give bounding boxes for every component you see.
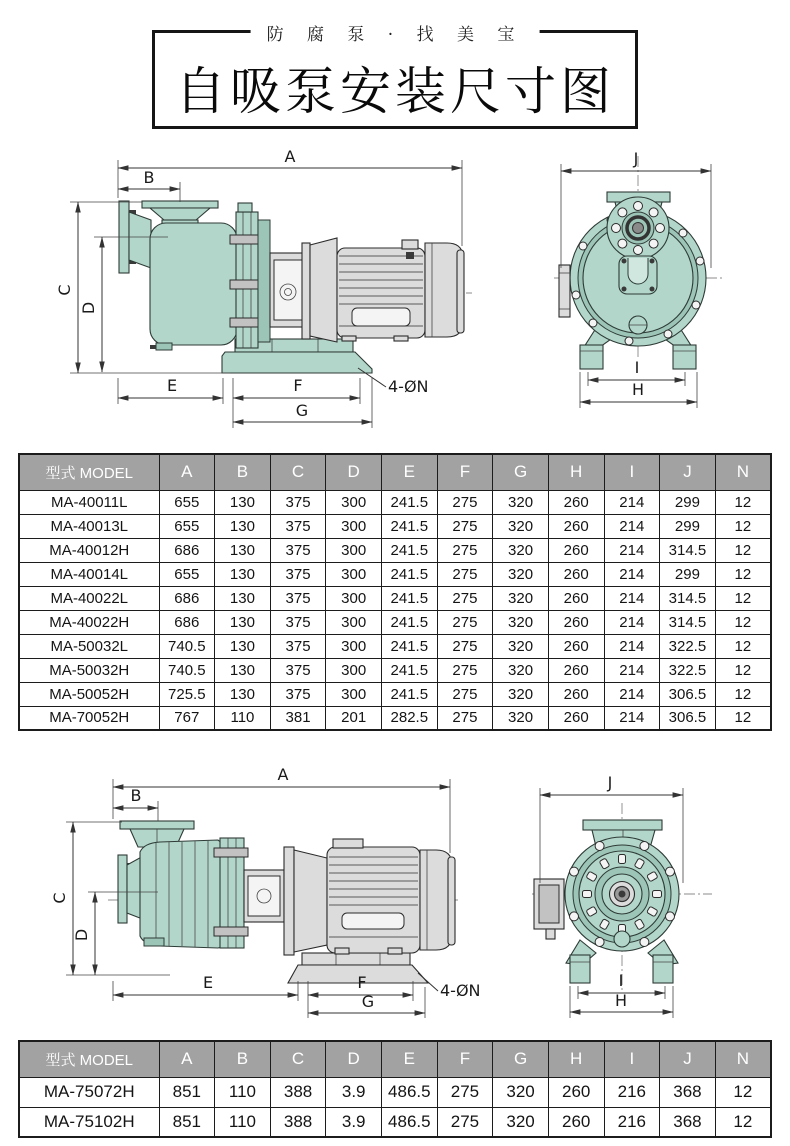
dimension-value-cell: 260 bbox=[548, 538, 604, 562]
dimension-value-cell: 214 bbox=[604, 682, 660, 706]
pump1f-inner-flange bbox=[619, 256, 657, 294]
pump2-dimension-E bbox=[113, 973, 298, 1001]
dimension-value-cell: 260 bbox=[548, 658, 604, 682]
dimension-value-cell: 241.5 bbox=[382, 586, 438, 610]
dimension-value-cell: 655 bbox=[159, 514, 215, 538]
dimension-value-cell: 320 bbox=[493, 562, 549, 586]
dimension-value-cell: 241.5 bbox=[382, 610, 438, 634]
pump1-cover-clamp bbox=[230, 203, 270, 348]
dimension-value-cell: 275 bbox=[437, 1077, 493, 1107]
col-header-dim-B: B bbox=[215, 1041, 271, 1077]
dimension-value-cell: 306.5 bbox=[660, 706, 716, 730]
table-row bbox=[19, 562, 771, 586]
col-header-dim-H: H bbox=[548, 454, 604, 490]
dimension-value-cell: 388 bbox=[270, 1077, 326, 1107]
dimension-value-cell: 241.5 bbox=[382, 658, 438, 682]
pump2-bearing-frame bbox=[244, 870, 284, 922]
dimension-value-cell: 320 bbox=[493, 682, 549, 706]
dimension-value-cell: 214 bbox=[604, 658, 660, 682]
dimension-value-cell: 260 bbox=[548, 514, 604, 538]
col-header-dim-H: H bbox=[548, 1041, 604, 1077]
dim-label-H: H bbox=[614, 991, 628, 1010]
dimension-value-cell: 201 bbox=[326, 706, 382, 730]
dimension-value-cell: 388 bbox=[270, 1107, 326, 1137]
dimension-value-cell: 260 bbox=[548, 1107, 604, 1137]
dimension-value-cell: 320 bbox=[493, 658, 549, 682]
dimension-value-cell: 241.5 bbox=[382, 514, 438, 538]
pump1f-drain-plug bbox=[629, 316, 647, 334]
col-header-dim-B: B bbox=[215, 454, 271, 490]
dimension-value-cell: 275 bbox=[437, 514, 493, 538]
dimension-value-cell: 851 bbox=[159, 1107, 215, 1137]
dim-label-C: C bbox=[55, 284, 74, 296]
dimension-value-cell: 275 bbox=[437, 610, 493, 634]
dim-label-H: H bbox=[631, 380, 645, 399]
dim-label-N: 4-ØN bbox=[388, 377, 429, 396]
col-header-dim-N: N bbox=[715, 454, 771, 490]
dim-label-E: E bbox=[202, 973, 214, 992]
dimension-value-cell: 12 bbox=[715, 634, 771, 658]
dimension-value-cell: 241.5 bbox=[382, 538, 438, 562]
dimension-value-cell: 12 bbox=[715, 514, 771, 538]
model-cell: MA-40013L bbox=[19, 514, 159, 538]
dimension-value-cell: 241.5 bbox=[382, 634, 438, 658]
dimension-value-cell: 214 bbox=[604, 562, 660, 586]
dimension-value-cell: 299 bbox=[660, 562, 716, 586]
dimension-value-cell: 275 bbox=[437, 658, 493, 682]
table-row bbox=[19, 682, 771, 706]
dimension-value-cell: 320 bbox=[493, 586, 549, 610]
dimension-value-cell: 130 bbox=[215, 586, 271, 610]
dimension-value-cell: 320 bbox=[493, 490, 549, 514]
dimension-value-cell: 655 bbox=[159, 490, 215, 514]
table-row bbox=[19, 658, 771, 682]
dimension-value-cell: 300 bbox=[326, 490, 382, 514]
pump1f-suction-boss bbox=[607, 197, 669, 259]
dimension-value-cell: 368 bbox=[660, 1107, 716, 1137]
col-header-model: 型式 MODEL bbox=[19, 454, 159, 490]
model-cell: MA-75102H bbox=[19, 1107, 159, 1137]
dimension-value-cell: 320 bbox=[493, 1077, 549, 1107]
col-header-dim-E: E bbox=[382, 454, 438, 490]
dimension-value-cell: 260 bbox=[548, 562, 604, 586]
dimension-table-2 bbox=[18, 1040, 772, 1138]
dimension-value-cell: 241.5 bbox=[382, 562, 438, 586]
dim-label-J: J bbox=[633, 149, 639, 168]
dimension-value-cell: 214 bbox=[604, 610, 660, 634]
dimension-value-cell: 375 bbox=[270, 490, 326, 514]
col-header-dim-C: C bbox=[270, 454, 326, 490]
dimension-value-cell: 12 bbox=[715, 706, 771, 730]
pump1f-discharge-stub bbox=[559, 265, 570, 317]
dimension-value-cell: 375 bbox=[270, 514, 326, 538]
pump2-front-view-drawing bbox=[520, 755, 790, 1025]
col-header-dim-I: I bbox=[604, 454, 660, 490]
dimension-value-cell: 686 bbox=[159, 610, 215, 634]
dimension-value-cell: 767 bbox=[159, 706, 215, 730]
dimension-value-cell: 260 bbox=[548, 634, 604, 658]
col-header-dim-E: E bbox=[382, 1041, 438, 1077]
dimension-value-cell: 322.5 bbox=[660, 658, 716, 682]
pump1-fan-cover bbox=[425, 243, 464, 337]
dimension-value-cell: 260 bbox=[548, 490, 604, 514]
table-row bbox=[19, 1107, 771, 1137]
model-cell: MA-70052H bbox=[19, 706, 159, 730]
dimension-table-1 bbox=[18, 453, 772, 731]
dim-label-A: A bbox=[277, 765, 289, 784]
table-row bbox=[19, 634, 771, 658]
dimension-value-cell: 12 bbox=[715, 562, 771, 586]
pump2f-casing bbox=[565, 837, 679, 951]
dimension-value-cell: 740.5 bbox=[159, 658, 215, 682]
dimension-value-cell: 282.5 bbox=[382, 706, 438, 730]
dimension-value-cell: 375 bbox=[270, 538, 326, 562]
dimension-value-cell: 241.5 bbox=[382, 490, 438, 514]
dimension-value-cell: 300 bbox=[326, 562, 382, 586]
brand-tagline: 防 腐 泵 · 找 美 宝 bbox=[251, 20, 540, 45]
page-title: 自吸泵安装尺寸图 bbox=[174, 63, 615, 122]
dimension-value-cell: 740.5 bbox=[159, 634, 215, 658]
pump2-motor bbox=[284, 839, 420, 955]
table-row bbox=[19, 514, 771, 538]
table-header-row bbox=[19, 454, 771, 490]
pump2f-dimension-H bbox=[570, 986, 673, 1018]
dimension-table-2-wrap bbox=[18, 1040, 772, 1138]
dimension-value-cell: 375 bbox=[270, 586, 326, 610]
dimension-value-cell: 314.5 bbox=[660, 538, 716, 562]
dimension-value-cell: 275 bbox=[437, 562, 493, 586]
dim-label-F: F bbox=[357, 973, 367, 992]
dimension-value-cell: 275 bbox=[437, 490, 493, 514]
dimension-value-cell: 300 bbox=[326, 538, 382, 562]
table-row bbox=[19, 538, 771, 562]
dimension-value-cell: 130 bbox=[215, 682, 271, 706]
model-cell: MA-50052H bbox=[19, 682, 159, 706]
dim-label-A: A bbox=[284, 147, 296, 166]
dimension-value-cell: 12 bbox=[715, 1077, 771, 1107]
dim-label-C: C bbox=[50, 892, 69, 904]
dimension-table-1-wrap bbox=[18, 453, 772, 731]
dim-label-N: 4-ØN bbox=[440, 981, 481, 1000]
col-header-dim-F: F bbox=[437, 454, 493, 490]
pump1-side-view-drawing bbox=[50, 140, 490, 440]
dimension-value-cell: 314.5 bbox=[660, 586, 716, 610]
model-cell: MA-40022L bbox=[19, 586, 159, 610]
dimension-value-cell: 320 bbox=[493, 1107, 549, 1137]
dim-label-B: B bbox=[143, 168, 155, 187]
pump1-dimension-E bbox=[118, 376, 223, 404]
col-header-dim-D: D bbox=[326, 454, 382, 490]
model-cell: MA-50032L bbox=[19, 634, 159, 658]
dimension-value-cell: 314.5 bbox=[660, 610, 716, 634]
col-header-dim-J: J bbox=[660, 454, 716, 490]
dimension-value-cell: 300 bbox=[326, 610, 382, 634]
dimension-value-cell: 275 bbox=[437, 682, 493, 706]
dimension-value-cell: 12 bbox=[715, 610, 771, 634]
dimension-value-cell: 110 bbox=[215, 706, 271, 730]
pump2-dimension-B bbox=[113, 786, 158, 821]
model-cell: MA-50032H bbox=[19, 658, 159, 682]
model-cell: MA-40014L bbox=[19, 562, 159, 586]
dimension-value-cell: 214 bbox=[604, 514, 660, 538]
dimension-value-cell: 368 bbox=[660, 1077, 716, 1107]
dimension-value-cell: 300 bbox=[326, 658, 382, 682]
dimension-value-cell: 686 bbox=[159, 538, 215, 562]
dimension-value-cell: 12 bbox=[715, 658, 771, 682]
pump1-bearing-frame bbox=[270, 253, 306, 327]
pump2-casing bbox=[140, 840, 222, 948]
dimension-value-cell: 260 bbox=[548, 610, 604, 634]
model-cell: MA-40012H bbox=[19, 538, 159, 562]
col-header-dim-G: G bbox=[493, 1041, 549, 1077]
dimension-value-cell: 300 bbox=[326, 514, 382, 538]
model-cell: MA-40022H bbox=[19, 610, 159, 634]
pump2-dimension-G bbox=[308, 987, 425, 1018]
dim-label-I: I bbox=[634, 358, 640, 377]
dim-label-F: F bbox=[293, 376, 303, 395]
dimension-value-cell: 216 bbox=[604, 1077, 660, 1107]
dimension-value-cell: 3.9 bbox=[326, 1077, 382, 1107]
dim-label-D: D bbox=[72, 928, 91, 942]
dimension-value-cell: 214 bbox=[604, 706, 660, 730]
dim-label-G: G bbox=[361, 992, 375, 1011]
dimension-value-cell: 12 bbox=[715, 490, 771, 514]
table-row bbox=[19, 706, 771, 730]
dimension-value-cell: 260 bbox=[548, 706, 604, 730]
dimension-value-cell: 322.5 bbox=[660, 634, 716, 658]
dimension-value-cell: 375 bbox=[270, 634, 326, 658]
dimension-value-cell: 214 bbox=[604, 586, 660, 610]
col-header-model: 型式 MODEL bbox=[19, 1041, 159, 1077]
dimension-value-cell: 686 bbox=[159, 586, 215, 610]
pump2-side-view-drawing bbox=[50, 755, 500, 1025]
col-header-dim-N: N bbox=[715, 1041, 771, 1077]
col-header-dim-A: A bbox=[159, 454, 215, 490]
dimension-value-cell: 241.5 bbox=[382, 682, 438, 706]
pump2-fan-cover bbox=[420, 850, 455, 950]
dimension-value-cell: 216 bbox=[604, 1107, 660, 1137]
dimension-value-cell: 130 bbox=[215, 514, 271, 538]
col-header-dim-A: A bbox=[159, 1041, 215, 1077]
dimension-value-cell: 375 bbox=[270, 682, 326, 706]
table-row bbox=[19, 490, 771, 514]
pump2-bolt-hole-callout bbox=[418, 973, 481, 1000]
table-row bbox=[19, 1077, 771, 1107]
dimension-value-cell: 306.5 bbox=[660, 682, 716, 706]
dimension-value-cell: 320 bbox=[493, 610, 549, 634]
pump1-front-view-drawing bbox=[540, 140, 790, 440]
dimension-value-cell: 320 bbox=[493, 634, 549, 658]
dimension-value-cell: 375 bbox=[270, 562, 326, 586]
dim-label-G: G bbox=[295, 401, 309, 420]
dimension-value-cell: 214 bbox=[604, 490, 660, 514]
dim-label-I: I bbox=[618, 971, 624, 990]
dimension-value-cell: 12 bbox=[715, 586, 771, 610]
pump1-dimension-B bbox=[118, 168, 180, 202]
dimension-value-cell: 275 bbox=[437, 634, 493, 658]
col-header-dim-D: D bbox=[326, 1041, 382, 1077]
dimension-value-cell: 260 bbox=[548, 1077, 604, 1107]
dim-label-D: D bbox=[79, 301, 98, 315]
dimension-value-cell: 275 bbox=[437, 1107, 493, 1137]
dim-label-J: J bbox=[607, 773, 613, 792]
dimension-value-cell: 320 bbox=[493, 514, 549, 538]
table-header-row bbox=[19, 1041, 771, 1077]
dimension-value-cell: 375 bbox=[270, 610, 326, 634]
dimension-value-cell: 130 bbox=[215, 634, 271, 658]
dimension-value-cell: 12 bbox=[715, 1107, 771, 1137]
dimension-value-cell: 130 bbox=[215, 610, 271, 634]
dimension-value-cell: 851 bbox=[159, 1077, 215, 1107]
dimension-value-cell: 110 bbox=[215, 1107, 271, 1137]
dimension-value-cell: 320 bbox=[493, 538, 549, 562]
dimension-value-cell: 320 bbox=[493, 706, 549, 730]
dimension-value-cell: 214 bbox=[604, 634, 660, 658]
dimension-value-cell: 12 bbox=[715, 538, 771, 562]
table-row bbox=[19, 586, 771, 610]
dimension-value-cell: 375 bbox=[270, 658, 326, 682]
pump1-casing bbox=[150, 223, 237, 350]
dimension-value-cell: 486.5 bbox=[382, 1077, 438, 1107]
dimension-value-cell: 655 bbox=[159, 562, 215, 586]
col-header-dim-F: F bbox=[437, 1041, 493, 1077]
pump1-motor bbox=[302, 238, 425, 342]
dimension-value-cell: 260 bbox=[548, 586, 604, 610]
col-header-dim-J: J bbox=[660, 1041, 716, 1077]
dimension-value-cell: 130 bbox=[215, 562, 271, 586]
dimension-value-cell: 299 bbox=[660, 514, 716, 538]
model-cell: MA-75072H bbox=[19, 1077, 159, 1107]
dimension-value-cell: 381 bbox=[270, 706, 326, 730]
dimension-value-cell: 275 bbox=[437, 706, 493, 730]
dimension-value-cell: 275 bbox=[437, 538, 493, 562]
dimension-value-cell: 12 bbox=[715, 682, 771, 706]
dimension-value-cell: 275 bbox=[437, 586, 493, 610]
dim-label-B: B bbox=[130, 786, 142, 805]
dimension-value-cell: 3.9 bbox=[326, 1107, 382, 1137]
title-box bbox=[152, 25, 638, 129]
col-header-dim-C: C bbox=[270, 1041, 326, 1077]
dimension-value-cell: 130 bbox=[215, 658, 271, 682]
col-header-dim-I: I bbox=[604, 1041, 660, 1077]
pump1f-dimension-H bbox=[580, 372, 697, 408]
dimension-value-cell: 300 bbox=[326, 682, 382, 706]
col-header-dim-G: G bbox=[493, 454, 549, 490]
dimension-value-cell: 260 bbox=[548, 682, 604, 706]
dim-label-E: E bbox=[166, 376, 178, 395]
dimension-value-cell: 300 bbox=[326, 634, 382, 658]
dimension-value-cell: 214 bbox=[604, 538, 660, 562]
dimension-value-cell: 300 bbox=[326, 586, 382, 610]
dimension-value-cell: 486.5 bbox=[382, 1107, 438, 1137]
table-row bbox=[19, 610, 771, 634]
dimension-value-cell: 725.5 bbox=[159, 682, 215, 706]
model-cell: MA-40011L bbox=[19, 490, 159, 514]
dimension-value-cell: 130 bbox=[215, 538, 271, 562]
pump2f-junction-box bbox=[534, 879, 564, 939]
dimension-value-cell: 110 bbox=[215, 1077, 271, 1107]
dimension-value-cell: 299 bbox=[660, 490, 716, 514]
dimension-value-cell: 130 bbox=[215, 490, 271, 514]
